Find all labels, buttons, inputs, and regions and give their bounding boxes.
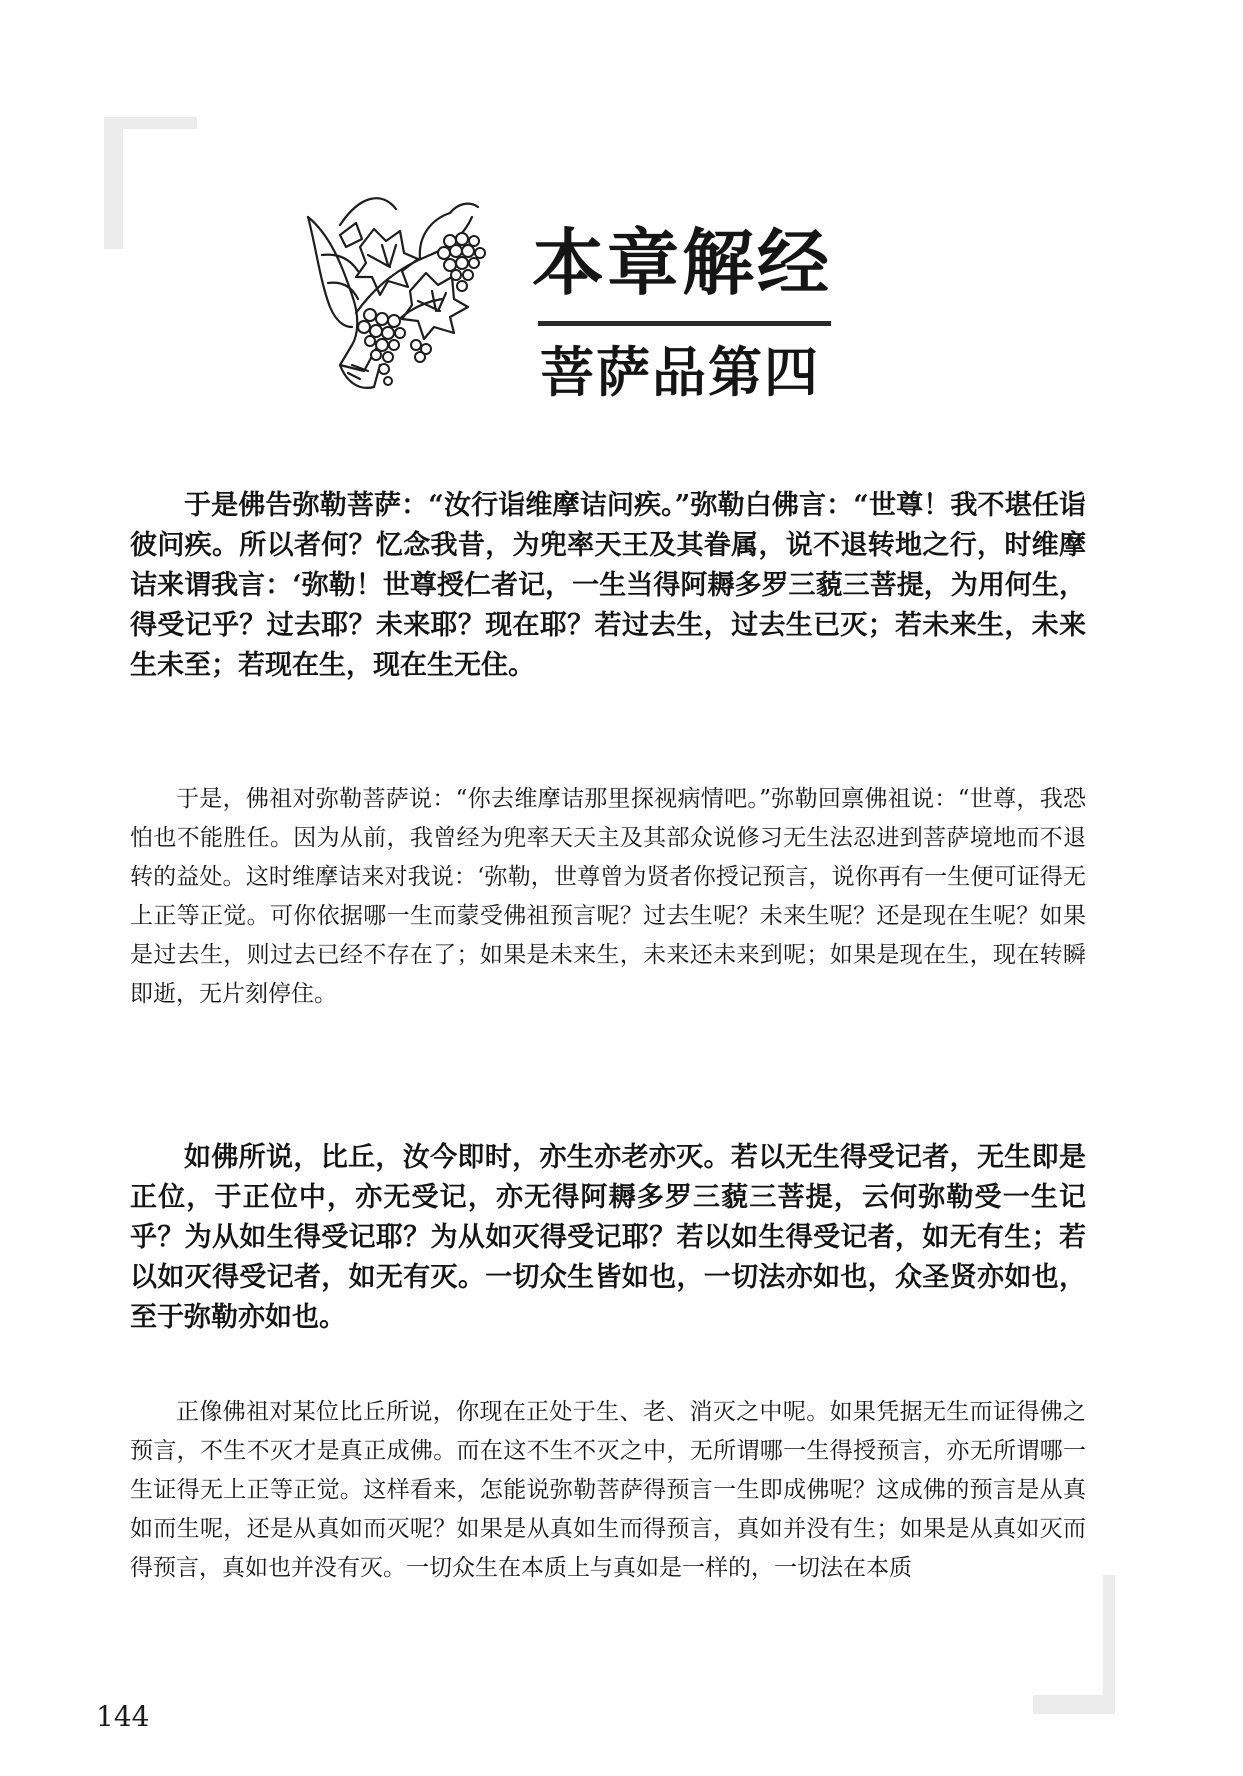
corner-mark-bottom-right [1033,1575,1115,1714]
chapter-title: 本章解经 [532,221,833,305]
scripture-paragraph-1: 于是佛告弥勒菩萨：“汝行诣维摩诘问疾。”弥勒白佛言：“世尊！我不堪任诣彼问疾。所以者何？忆念我昔，为兜率天王及其眷属，说不退转地之行，时维摩诘来谓我言：‘弥勒！世尊授仁者记，一生当得阿耨多罗三藐三菩提，为用何生，得受记乎？过去耶？未来耶？现在耶？若过去生，过去生已灭；若未来生，未来生未至；若现在生，现在生无住。 [130,490,1086,681]
grapevine-hand-ornament-icon [300,195,540,410]
corner-mark-top-left [104,117,197,249]
translation-paragraph-2: 正像佛祖对某位比丘所说，你现在正处于生、老、消灭之中呢。如果凭据无生而证得佛之预言，不生不灭才是真正成佛。而在这不生不灭之中，无所谓哪一生得授预言，亦无所谓哪一生证得无上正等正觉。这样看来，怎能说弥勒菩萨得预言一生即成佛呢？这成佛的预言是从真如而生呢，还是从真如而灭呢？如果是从真如生而得预言，真如并没有生；如果是从真如灭而得预言，真如也并没有灭。一切众生在本质上与真如是一样的，一切法在本质 [130,1399,1086,1581]
page-number: 144 [96,1700,150,1733]
chapter-subtitle: 菩萨品第四 [540,341,820,404]
scripture-paragraph-2: 如佛所说，比丘，汝今即时，亦生亦老亦灭。若以无生得受记者，无生即是正位，于正位中，亦无受记，亦无得阿耨多罗三藐三菩提，云何弥勒受一生记乎？为从如生得受记耶？为从如灭得受记耶？若以如生得受记者，如无有生；若以如灭得受记者，如无有灭。一切众生皆如也，一切法亦如也，众圣贤亦如也，至于弥勒亦如也。 [130,1142,1086,1333]
translation-paragraph-1: 于是，佛祖对弥勒菩萨说：“你去维摩诘那里探视病情吧。”弥勒回禀佛祖说：“世尊，我恐怕也不能胜任。因为从前，我曾经为兜率天天主及其部众说修习无生法忍进到菩萨境地而不退转的益处。这时维摩诘来对我说：‘弥勒，世尊曾为贤者你授记预言，说你再有一生便可证得无上正等正觉。可你依据哪一生而蒙受佛祖预言呢？过去生呢？未来生呢？还是现在生呢？如果是过去生，则过去已经不存在了；如果是未来生，未来还未来到呢；如果是现在生，现在转瞬即逝，无片刻停住。 [130,786,1086,1007]
title-divider [538,321,831,326]
